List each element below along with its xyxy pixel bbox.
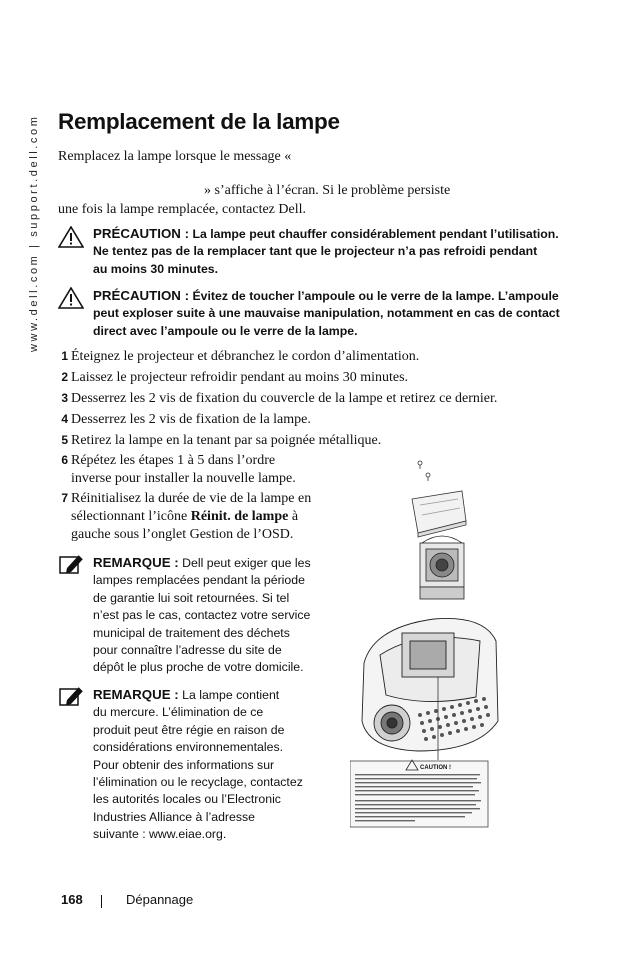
step-text-line-2-end: à	[288, 509, 299, 524]
step-number: 2	[61, 370, 68, 384]
step-number: 5	[61, 433, 68, 447]
side-url	[28, 116, 46, 352]
note-2-line: Pour obtenir des informations sur	[93, 757, 275, 772]
note-pencil-icon	[59, 553, 85, 575]
note-1-line: n’est pas le cas, contactez votre service	[93, 608, 311, 623]
caution-1-line-1: La lampe peut chauffer considérablement pendant l’utilisation.	[192, 227, 559, 241]
step-2	[58, 367, 408, 388]
side-url-text: www.dell.com | support.dell.com	[28, 114, 40, 352]
note-1-line: dépôt le plus proche de votre domicile.	[93, 660, 304, 675]
step-number: 1	[61, 349, 68, 363]
screw-icon	[418, 461, 430, 481]
caution-2-line-3: direct avec l’ampoule ou le verre de la lampe.	[93, 323, 358, 338]
step-4	[58, 409, 311, 430]
note-2	[93, 686, 303, 844]
lamp-reset-icon-name: Réinit. de lampe	[190, 509, 289, 524]
step-7	[58, 489, 311, 544]
page-number: 168	[61, 892, 83, 907]
step-3	[58, 388, 497, 409]
note-pencil-icon	[59, 685, 85, 707]
page-title: Remplacement de la lampe	[58, 109, 340, 134]
note-1-line: lampes remplacées pendant la période	[93, 573, 305, 588]
projector-body	[362, 618, 498, 751]
intro-line-1: Remplacez la lampe lorsque le message «	[58, 149, 292, 164]
step-5	[58, 430, 381, 451]
step-6	[58, 451, 296, 488]
footer-divider	[101, 895, 102, 908]
note-2-line: du mercure. L’élimination de ce	[93, 705, 264, 720]
step-number: 7	[61, 491, 68, 505]
caution-1-line-2: Ne tentez pas de la remplacer tant que le projecteur n’a pas refroidi pendant	[93, 244, 538, 259]
step-text-line-2: sélectionnant l’icône	[71, 509, 191, 524]
note-2-line: produit peut être régie en raison de	[93, 722, 285, 737]
caution-1-label: PRÉCAUTION :	[93, 226, 190, 241]
caution-2-line-2: peut exploser suite à une mauvaise manipulation, notamment en cas de contact	[93, 306, 560, 321]
note-2-line: l’élimination ou le recyclage, contactez	[93, 775, 303, 790]
step-text: Retirez la lampe en la tenant par sa poignée métallique.	[71, 433, 382, 448]
sticker-title: CAUTION !	[420, 765, 451, 771]
note-1-line: Dell peut exiger que les	[182, 556, 311, 570]
note-1-line: pour connaître l’adresse du site de	[93, 643, 282, 658]
projector-lamp-illustration	[350, 455, 500, 835]
note-2-label: REMARQUE :	[93, 687, 179, 702]
intro-line-2: » s’affiche à l’écran. Si le problème persiste	[204, 183, 451, 198]
step-text-line-1: Réinitialisez la durée de vie de la lampe en	[71, 491, 312, 506]
note-2-line: les autorités locales ou l’Electronic	[93, 792, 281, 807]
note-1-line: municipal de traitement des déchets	[93, 625, 290, 640]
caution-1	[93, 225, 559, 278]
step-text-line-1: Répétez les étapes 1 à 5 dans l’ordre	[71, 453, 276, 468]
caution-sticker	[350, 760, 488, 827]
intro-line-3: une fois la lampe remplacée, contactez Dell.	[58, 202, 306, 217]
warning-triangle-icon	[58, 226, 84, 248]
step-text: Desserrez les 2 vis de fixation de la lampe.	[71, 412, 311, 427]
lamp-cover	[412, 491, 466, 537]
step-number: 6	[61, 453, 68, 467]
caution-1-line-3: au moins 30 minutes.	[93, 261, 219, 276]
lamp-module	[420, 536, 464, 599]
step-text-line-3: gauche sous l’onglet Gestion de l’OSD.	[71, 527, 294, 542]
step-text: Desserrez les 2 vis de fixation du couvercle de la lampe et retirez ce dernier.	[71, 391, 498, 406]
note-1-label: REMARQUE :	[93, 555, 179, 570]
note-2-line: considérations environnementales.	[93, 740, 284, 755]
caution-2-line-1: Évitez de toucher l’ampoule ou le verre de la lampe. L’ampoule	[192, 289, 559, 303]
caution-2	[93, 287, 560, 340]
warning-triangle-icon	[58, 287, 84, 309]
note-2-line: suivante : www.eiae.org.	[93, 827, 227, 842]
step-1	[58, 346, 419, 367]
footer-section: Dépannage	[126, 892, 194, 907]
step-text-line-2: inverse pour installer la nouvelle lampe.	[71, 471, 296, 486]
note-1-line: de garantie lui soit retournées. Si tel	[93, 590, 290, 605]
step-number: 4	[61, 412, 68, 426]
caution-2-label: PRÉCAUTION :	[93, 288, 190, 303]
note-1	[93, 554, 311, 677]
step-text: Éteignez le projecteur et débranchez le cordon d’alimentation.	[71, 349, 420, 364]
note-2-line: La lampe contient	[182, 688, 280, 702]
note-2-line: Industries Alliance à l’adresse	[93, 809, 255, 824]
step-number: 3	[61, 391, 68, 405]
step-text: Laissez le projecteur refroidir pendant au moins 30 minutes.	[71, 370, 409, 385]
